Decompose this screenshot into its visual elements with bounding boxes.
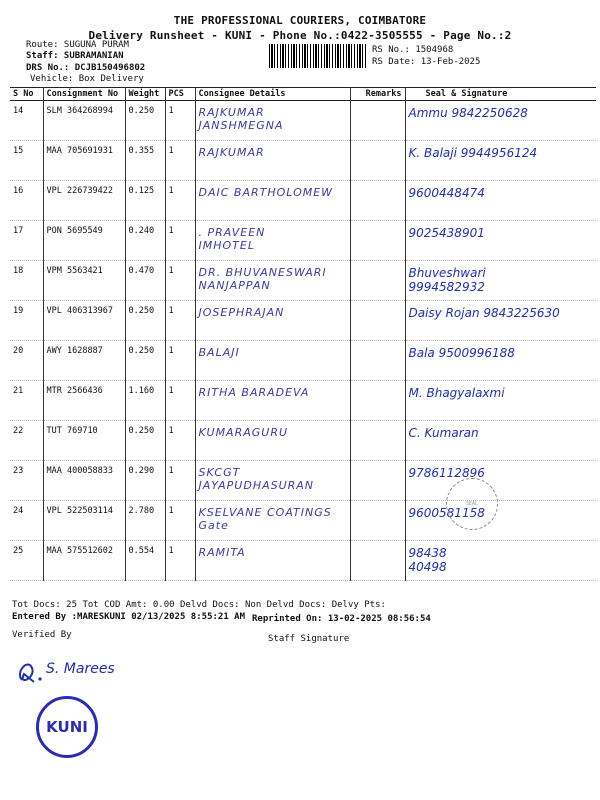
reprinted-on: Reprinted On: 13-02-2025 08:56:54 xyxy=(252,614,431,624)
cell-signature xyxy=(405,381,596,421)
cell-consignee xyxy=(195,541,350,581)
cell-weight: 1.160 xyxy=(125,381,165,421)
cell-consignment: VPL 226739422 xyxy=(43,181,125,221)
cell-pcs: 1 xyxy=(165,501,195,541)
cell-consignee xyxy=(195,501,350,541)
cell-consignee xyxy=(195,301,350,341)
consignee-handwriting: RITHA BARADEVA xyxy=(198,386,310,399)
consignee-handwriting: RAJKUMAR xyxy=(198,106,265,119)
col-consignment: Consignment No xyxy=(43,88,125,101)
recipient-signature: 9600448474 xyxy=(408,186,485,200)
cell-pcs: 1 xyxy=(165,341,195,381)
recipient-signature: C. Kumaran xyxy=(408,426,479,440)
col-signature: Seal & Signature xyxy=(405,88,596,101)
cell-remarks xyxy=(350,501,405,541)
table-row xyxy=(10,421,596,461)
recipient-signature: 9600581158 xyxy=(408,506,485,520)
cell-consignment: MAA 575512602 xyxy=(43,541,125,581)
cell-consignment: TUT 769710 xyxy=(43,421,125,461)
kuni-stamp-text: KUNI xyxy=(46,718,88,736)
cell-weight: 0.470 xyxy=(125,261,165,301)
rs-date: RS Date: 13-Feb-2025 xyxy=(372,57,481,67)
cell-signature xyxy=(405,101,596,141)
cell-consignment: VPL 522503114 xyxy=(43,501,125,541)
col-remarks: Remarks xyxy=(350,88,405,101)
cell-remarks xyxy=(350,381,405,421)
cell-pcs: 1 xyxy=(165,461,195,501)
cell-consignee xyxy=(195,141,350,181)
consignee-handwriting: IMHOTEL xyxy=(198,239,255,252)
cell-sno: 23 xyxy=(10,461,43,501)
cell-pcs: 1 xyxy=(165,261,195,301)
table-row xyxy=(10,221,596,261)
cell-consignee xyxy=(195,461,350,501)
consignee-handwriting: BALAJI xyxy=(198,346,240,359)
cell-pcs: 1 xyxy=(165,221,195,261)
cell-signature xyxy=(405,541,596,581)
cell-consignee xyxy=(195,381,350,421)
cell-weight: 0.250 xyxy=(125,101,165,141)
cell-weight: 0.250 xyxy=(125,301,165,341)
recipient-signature: 9994582932 xyxy=(408,280,485,294)
route-label: Route: SUGUNA PURAM xyxy=(26,40,129,50)
cell-sno: 24 xyxy=(10,501,43,541)
table-row xyxy=(10,461,596,501)
consignee-handwriting: Gate xyxy=(198,519,229,532)
col-consignee: Consignee Details xyxy=(195,88,350,101)
cell-sno: 18 xyxy=(10,261,43,301)
cell-sno: 14 xyxy=(10,101,43,141)
recipient-signature: Daisy Rojan 9843225630 xyxy=(408,306,560,320)
table-row xyxy=(10,261,596,301)
recipient-signature: K. Balaji 9944956124 xyxy=(408,146,538,160)
cell-pcs: 1 xyxy=(165,421,195,461)
cell-consignee xyxy=(195,421,350,461)
cell-remarks xyxy=(350,221,405,261)
cell-remarks xyxy=(350,461,405,501)
cell-sno: 21 xyxy=(10,381,43,421)
cell-signature xyxy=(405,341,596,381)
cell-remarks xyxy=(350,101,405,141)
cell-sno: 20 xyxy=(10,341,43,381)
cell-pcs: 1 xyxy=(165,141,195,181)
consignee-handwriting: DAIC BARTHOLOMEW xyxy=(198,186,334,199)
cell-consignee xyxy=(195,101,350,141)
recipient-signature: Ammu 9842250628 xyxy=(408,106,528,120)
recipient-signature: 9025438901 xyxy=(408,226,485,240)
cell-consignment: VPL 406313967 xyxy=(43,301,125,341)
recipient-signature: Bala 9500996188 xyxy=(408,346,515,360)
table-row xyxy=(10,301,596,341)
consignee-handwriting: JOSEPHRAJAN xyxy=(198,306,285,319)
runsheet-subtitle: Delivery Runsheet - KUNI - Phone No.:0422-3505555 - Page No.:2 xyxy=(88,29,512,42)
cell-consignment: MAA 400058833 xyxy=(43,461,125,501)
cell-signature xyxy=(405,221,596,261)
cell-sno: 22 xyxy=(10,421,43,461)
table-row xyxy=(10,381,596,421)
cell-signature xyxy=(405,421,596,461)
barcode xyxy=(269,44,367,68)
round-seal: SEAL xyxy=(446,478,498,530)
cell-pcs: 1 xyxy=(165,301,195,341)
cell-consignee xyxy=(195,261,350,301)
cell-signature xyxy=(405,181,596,221)
cell-remarks xyxy=(350,261,405,301)
cell-remarks xyxy=(350,541,405,581)
table-row xyxy=(10,341,596,381)
consignee-handwriting: KSELVANE COATINGS xyxy=(198,506,332,519)
staff-label: Staff: SUBRAMANIAN xyxy=(26,51,124,61)
entered-by: Entered By :MARESKUNI 02/13/2025 8:55:21 AM xyxy=(12,612,245,622)
recipient-signature: 40498 xyxy=(408,560,447,574)
cell-sno: 25 xyxy=(10,541,43,581)
cell-sno: 19 xyxy=(10,301,43,341)
rs-number: RS No.: 1504968 xyxy=(372,45,454,55)
cell-signature xyxy=(405,301,596,341)
consignee-handwriting: KUMARAGURU xyxy=(198,426,289,439)
drs-label: DRS No.: DCJB150496802 xyxy=(26,63,146,73)
cell-weight: 0.250 xyxy=(125,421,165,461)
recipient-signature: Bhuveshwari xyxy=(408,266,486,280)
verifier-signature-text: S. Marees xyxy=(46,661,115,677)
cell-pcs: 1 xyxy=(165,181,195,221)
cell-weight: 0.355 xyxy=(125,141,165,181)
cell-signature xyxy=(405,141,596,181)
kuni-stamp xyxy=(36,696,98,758)
consignee-handwriting: RAJKUMAR xyxy=(198,146,265,159)
table-header-row xyxy=(10,88,596,101)
cell-pcs: 1 xyxy=(165,101,195,141)
cell-remarks xyxy=(350,421,405,461)
cell-weight: 0.125 xyxy=(125,181,165,221)
consignee-handwriting: JAYAPUDHASURAN xyxy=(198,479,315,492)
verifier-signature xyxy=(10,650,120,690)
recipient-signature: 98438 xyxy=(408,546,447,560)
table-row xyxy=(10,101,596,141)
consignee-handwriting: NANJAPPAN xyxy=(198,279,271,292)
table-row xyxy=(10,141,596,181)
cell-weight: 0.554 xyxy=(125,541,165,581)
staff-signature-label: Staff Signature xyxy=(268,634,350,644)
cell-consignment: SLM 364268994 xyxy=(43,101,125,141)
cell-pcs: 1 xyxy=(165,541,195,581)
consignee-handwriting: DR. BHUVANESWARI xyxy=(198,266,327,279)
cell-consignee xyxy=(195,341,350,381)
col-weight: Weight xyxy=(125,88,165,101)
verified-by-label: Verified By xyxy=(12,630,72,640)
totals-line: Tot Docs: 25 Tot COD Amt: 0.00 Delvd Docs: Non Delvd Docs: Delvy Pts: xyxy=(12,600,386,610)
consignee-handwriting: JANSHMEGNA xyxy=(198,119,284,132)
cell-consignment: AWY 1628887 xyxy=(43,341,125,381)
cell-pcs: 1 xyxy=(165,381,195,421)
cell-weight: 0.250 xyxy=(125,341,165,381)
cell-sno: 15 xyxy=(10,141,43,181)
consignee-handwriting: RAMITA xyxy=(198,546,246,559)
company-title: THE PROFESSIONAL COURIERS, COIMBATORE xyxy=(173,14,427,27)
cell-consignment: PON 5695549 xyxy=(43,221,125,261)
cell-weight: 0.240 xyxy=(125,221,165,261)
consignee-handwriting: . PRAVEEN xyxy=(198,226,266,239)
cell-weight: 2.780 xyxy=(125,501,165,541)
cell-sno: 16 xyxy=(10,181,43,221)
cell-consignment: VPM 5563421 xyxy=(43,261,125,301)
cell-sno: 17 xyxy=(10,221,43,261)
runsheet-table xyxy=(10,87,596,581)
table-row xyxy=(10,541,596,581)
cell-remarks xyxy=(350,301,405,341)
cell-remarks xyxy=(350,181,405,221)
cell-remarks xyxy=(350,341,405,381)
cell-consignee xyxy=(195,221,350,261)
table-row xyxy=(10,181,596,221)
cell-consignment: MTR 2566436 xyxy=(43,381,125,421)
cell-consignee xyxy=(195,181,350,221)
table-row xyxy=(10,501,596,541)
vehicle-label: Vehicle: Box Delivery xyxy=(30,74,144,84)
cell-signature xyxy=(405,461,596,501)
recipient-signature: M. Bhagyalaxmi xyxy=(408,386,505,400)
recipient-signature: 9786112896 xyxy=(408,466,485,480)
cell-signature xyxy=(405,261,596,301)
cell-remarks xyxy=(350,141,405,181)
cell-consignment: MAA 705691931 xyxy=(43,141,125,181)
cell-weight: 0.290 xyxy=(125,461,165,501)
consignee-handwriting: SKCGT xyxy=(198,466,241,479)
col-pcs: PCS xyxy=(165,88,195,101)
cell-signature xyxy=(405,501,596,541)
col-sno: S No xyxy=(10,88,43,101)
